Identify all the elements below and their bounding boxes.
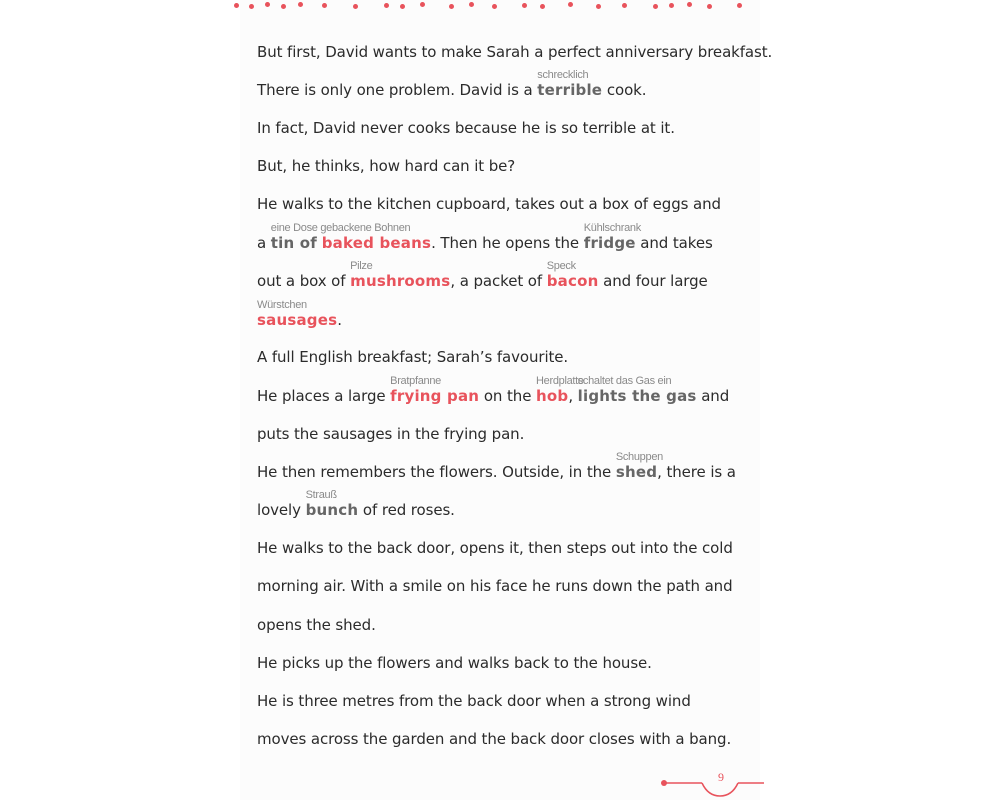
vocab-word: Pilze mushrooms [350, 272, 450, 290]
translation-gloss: Schuppen [615, 451, 663, 463]
vocab-word: baked beans [321, 234, 432, 252]
decor-dot [249, 4, 254, 9]
story-line: lovely Strauß bunch of red roses. [257, 501, 455, 519]
decor-dot [687, 2, 692, 7]
story-line: But first, David wants to make Sarah a perfect anniversary breakfast. [257, 43, 773, 61]
vocab-word: schrecklich terrible [537, 81, 602, 99]
translation-gloss: Würstchen [257, 299, 307, 311]
translation-gloss: Herdplatte [536, 375, 584, 387]
decor-dot [707, 4, 712, 9]
decor-dot [353, 4, 358, 9]
decor-dot [384, 3, 389, 8]
footer-ornament [658, 770, 768, 800]
translation-gloss: Bratpfanne [390, 375, 441, 387]
translation-gloss: Speck [546, 260, 576, 272]
decorative-dot-border [0, 0, 1000, 14]
story-line: opens the shed. [257, 616, 376, 634]
vocab-word: Kühlschrank fridge [584, 234, 636, 252]
story-line: He then remembers the flowers. Outside, in the Schuppen shed, there is a [257, 463, 736, 481]
decor-dot [669, 3, 674, 8]
page-footer [658, 770, 768, 800]
translation-gloss: Strauß [305, 489, 337, 501]
decor-dot [449, 4, 454, 9]
story-line: a eine Dose gebackene Bohnen tin of baked beans. Then he opens the Kühlschrank fridge and takes [257, 234, 713, 252]
vocab-word: Herdplatte hob [536, 387, 568, 405]
story-line: He picks up the flowers and walks back to the house. [257, 654, 652, 672]
vocab-word: eine Dose gebackene Bohnen tin of [271, 234, 317, 252]
story-line: morning air. With a smile on his face he runs down the path and [257, 577, 733, 595]
decor-dot [540, 4, 545, 9]
decor-dot [622, 3, 627, 8]
translation-gloss: schaltet das Gas ein [577, 375, 672, 387]
decor-dot [265, 2, 270, 7]
vocab-word: Speck bacon [547, 272, 599, 290]
story-line: But, he thinks, how hard can it be? [257, 157, 516, 175]
translation-gloss: Kühlschrank [583, 222, 641, 234]
decor-dot [737, 3, 742, 8]
story-line: He places a large Bratpfanne frying pan on the Herdplatte hob, schaltet das Gas ein lights the gas and [257, 387, 729, 405]
decor-dot [322, 3, 327, 8]
story-line: A full English breakfast; Sarah’s favourite. [257, 348, 569, 366]
story-line: out a box of Pilze mushrooms, a packet of Speck bacon and four large [257, 272, 708, 290]
story-line: moves across the garden and the back door closes with a bang. [257, 730, 732, 748]
decor-dot [281, 4, 286, 9]
decor-dot [596, 4, 601, 9]
story-line: puts the sausages in the frying pan. [257, 425, 525, 443]
decor-dot [568, 2, 573, 7]
story-line: In fact, David never cooks because he is so terrible at it. [257, 119, 675, 137]
translation-gloss: schrecklich [537, 69, 589, 81]
story-line: Würstchen sausages. [257, 311, 342, 329]
story-line: He walks to the back door, opens it, then steps out into the cold [257, 539, 733, 557]
decor-dot [400, 4, 405, 9]
translation-gloss: eine Dose gebackene Bohnen [270, 222, 411, 234]
vocab-word: Bratpfanne frying pan [390, 387, 479, 405]
page-number: 9 [718, 770, 724, 784]
decor-dot [522, 3, 527, 8]
vocab-word: Würstchen sausages [257, 311, 337, 329]
vocab-word: Strauß bunch [306, 501, 359, 519]
decor-dot [492, 4, 497, 9]
decor-dot [653, 4, 658, 9]
story-line: There is only one problem. David is a schrecklich terrible cook. [257, 81, 646, 99]
decor-dot [469, 2, 474, 7]
story-line: He walks to the kitchen cupboard, takes out a box of eggs and [257, 195, 721, 213]
vocab-word: schaltet das Gas ein lights the gas [578, 387, 697, 405]
decor-dot [420, 2, 425, 7]
vocab-word: Schuppen shed [616, 463, 657, 481]
translation-gloss: Pilze [350, 260, 373, 272]
decor-dot [298, 2, 303, 7]
decor-dot [234, 3, 239, 8]
story-line: He is three metres from the back door when a strong wind [257, 692, 691, 710]
